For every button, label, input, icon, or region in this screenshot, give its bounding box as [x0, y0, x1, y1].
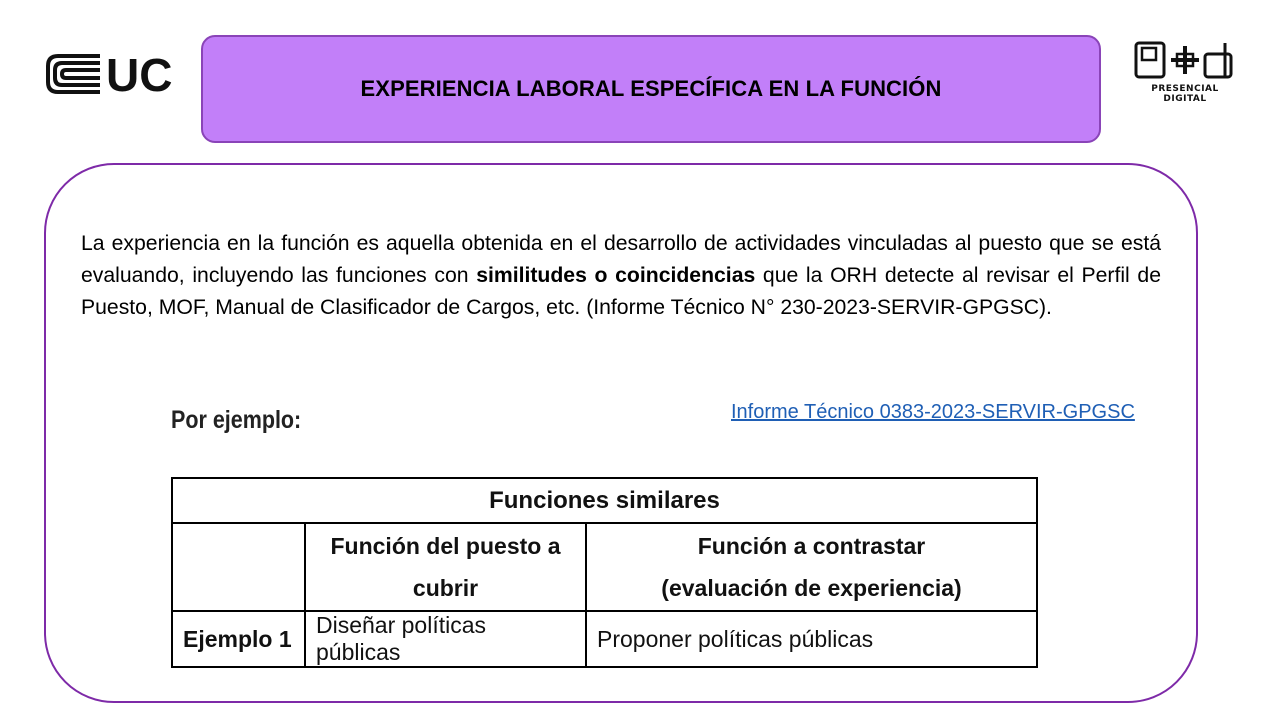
table-row [172, 611, 1037, 667]
header-funcion-contrastar [586, 523, 1037, 611]
table-title-row [172, 478, 1037, 523]
paragraph-bold-text: similitudes o coincidencias [476, 264, 756, 287]
empty-header-cell [172, 523, 305, 611]
example-label: Por ejemplo: [171, 406, 302, 434]
uc-logo-text: UC [106, 50, 173, 98]
header-funcion-puesto [305, 523, 586, 611]
title-banner [201, 35, 1101, 143]
header-contrastar-line2: (evaluación de experiencia) [661, 575, 962, 601]
table-title: Funciones similares [172, 478, 1037, 523]
row-funcion-puesto: Diseñar políticas públicas [305, 611, 586, 667]
paragraph-text-start: La experiencia en la función es aquella obtenida en el desarrollo de actividades vinculadas al puesto que se está evaluando, incluyendo las funciones con [81, 232, 1161, 287]
informe-tecnico-link[interactable]: Informe Técnico 0383-2023-SERVIR-GPGSC [731, 401, 1135, 423]
table-header-row [172, 523, 1037, 611]
row-funcion-contrastar: Proponer políticas públicas [586, 611, 1037, 667]
uc-logo-mark-icon [44, 50, 184, 98]
functions-table [171, 477, 1038, 668]
ptd-logo-caption: PRESENCIAL DIGITAL [1151, 84, 1219, 104]
uc-logo [44, 50, 184, 98]
header-funcion-puesto-text: Función del puesto a cubrir [330, 533, 561, 601]
paragraph-text-end: que la ORH detecte al revisar el Perfil de Puesto, MOF, Manual de Clasificador de Cargos, etc. (Informe Técnico N° 230-2023-SERVIR-GPGSC). [81, 264, 1161, 319]
header-contrastar-line1: Función a contrastar [697, 533, 926, 559]
page-title: EXPERIENCIA LABORAL ESPECÍFICA EN LA FUNCIÓN [360, 76, 942, 101]
row-label: Ejemplo 1 [172, 611, 305, 667]
ptd-logo [1133, 40, 1237, 104]
definition-paragraph [81, 228, 1161, 324]
ptd-logo-mark-icon [1133, 40, 1237, 80]
